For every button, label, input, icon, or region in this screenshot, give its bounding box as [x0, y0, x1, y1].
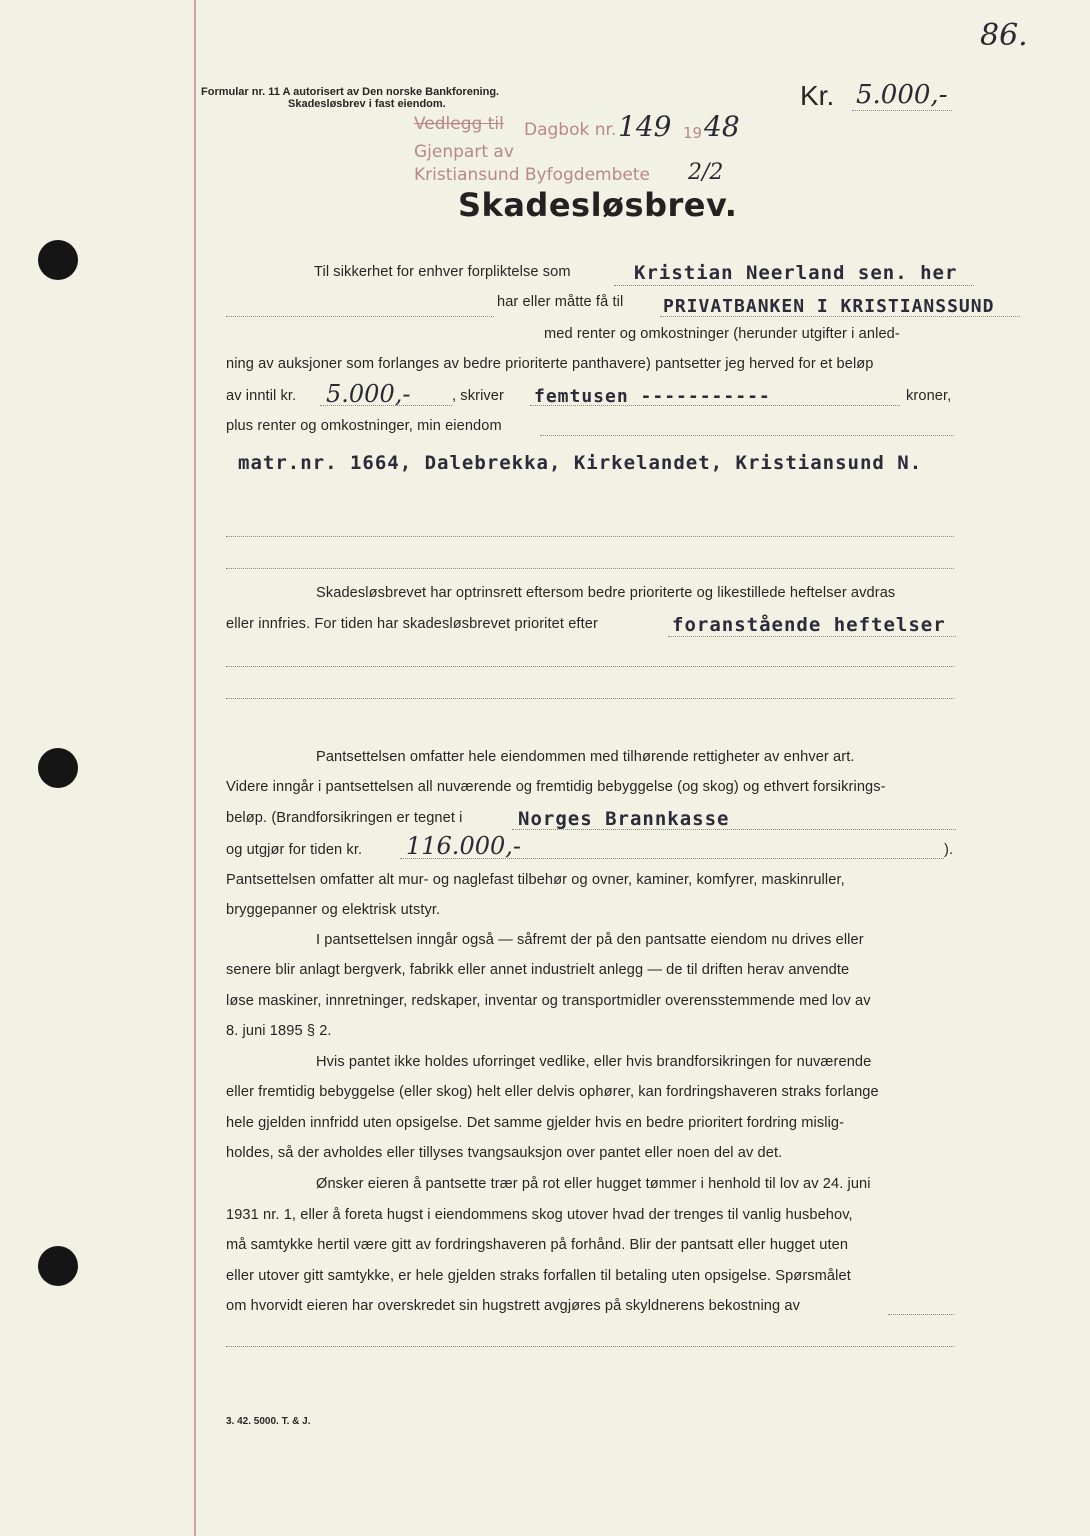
intro-line-6: plus renter og omkostninger, min eiendom [226, 418, 502, 434]
intro-line-3: med renter og omkostninger (herunder utgifter i anled- [544, 326, 900, 342]
insured-amount: 116.000,- [406, 832, 521, 860]
timber-line-5: om hvorvidt eieren har overskredet sin hugstrett avgjøres på skyldnerens bekostning av [226, 1298, 800, 1314]
scope-line-6: bryggepanner og elektrisk utstyr. [226, 902, 441, 918]
scope-line-1: Pantsettelsen omfatter hele eiendommen med tilhørende rettigheter av enhver art. [316, 749, 855, 765]
stamp-dagbok-number: 149 [618, 110, 672, 143]
timber-line-4: eller utover gitt samtykke, er hele gjelden straks forfallen til betaling uten opsigelse. Spørsmålet [226, 1268, 851, 1284]
industry-line-2: senere blir anlagt bergverk, fabrikk eller annet industrielt anlegg — de til driften herav anvendte [226, 962, 850, 978]
form-line-1: Formular nr. 11 A autorisert av Den norske Bankforening. [201, 86, 500, 98]
industry-line-1: I pantsettelsen inngår også — såfremt der på den pantsatte eiendom nu drives eller [316, 932, 864, 948]
timber-line-2: 1931 nr. 1, eller å foreta hugst i eiendommens skog utover hvad der trenges til vanlig husbehov, [226, 1207, 853, 1223]
stamp-byfogdembete: Kristiansund Byfogdembete [414, 165, 650, 185]
binder-hole-top [38, 240, 78, 280]
industry-line-4: 8. juni 1895 § 2. [226, 1023, 332, 1039]
scope-line-4-label: og utgjør for tiden kr. [226, 842, 363, 858]
timber-line-3: må samtykke hertil være gitt av fordringshaveren på forhånd. Blir der pantsatt eller hugget uten [226, 1237, 849, 1253]
maintenance-line-1: Hvis pantet ikke holdes uforringet vedlike, eller hvis brandforsikringen for nuværende [316, 1054, 872, 1070]
red-margin-line [194, 0, 196, 1536]
insurer-name: Norges Brannkasse [518, 808, 730, 830]
priority-value: foranstående heftelser [672, 614, 946, 636]
timber-line-1: Ønsker eieren å pantsette trær på rot eller hugget tømmer i henhold til lov av 24. juni [316, 1176, 871, 1192]
maintenance-line-2: eller fremtidig bebyggelse (eller skog) helt eller delvis ophører, kan fordringshaveren straks forlange [226, 1084, 879, 1100]
maintenance-line-3: hele gjelden innfridd uten opsigelse. Det samme gjelder hvis en bedre prioritert fordring mislig- [226, 1115, 845, 1131]
property-description: matr.nr. 1664, Dalebrekka, Kirkelandet, Kristiansund N. [238, 452, 923, 474]
priority-line-2-label: eller innfries. For tiden har skadesløsbrevet prioritet efter [226, 616, 598, 632]
scope-line-2: Videre inngår i pantsettelsen all nuværende og fremtidig bebyggelse (og skog) og ethvert forsikrings- [226, 779, 886, 795]
industry-line-3: løse maskiner, innretninger, redskaper, inventar og transportmidler overensstemmende med lov av [226, 993, 871, 1009]
stamp-year-prefix: 19 [683, 124, 703, 142]
maintenance-line-4: holdes, så der avholdes eller tillyses tvangsauksjon over pantet eller noen del av det. [226, 1145, 783, 1161]
print-code: 3. 42. 5000. T. & J. [226, 1416, 311, 1427]
stamp-dagbok-label: Dagbok nr. [524, 120, 617, 140]
document-title: Skadesløsbrev. [458, 186, 738, 224]
stamp-gjenpart: Gjenpart av [414, 142, 514, 162]
form-line-2: Skadesløsbrev i fast eiendom. [288, 98, 446, 110]
creditor-name: PRIVATBANKEN I KRISTIANSSUND [663, 296, 995, 317]
binder-hole-middle [38, 748, 78, 788]
scope-line-5: Pantsettelsen omfatter alt mur- og naglefast tilbehør og ovner, kaminer, komfyrer, maskinruller, [226, 872, 845, 888]
stamp-year-suffix: 48 [704, 110, 740, 143]
binder-hole-bottom [38, 1246, 78, 1286]
page-number: 86. [980, 18, 1028, 53]
scope-line-3-label: beløp. (Brandforsikringen er tegnet i [226, 810, 463, 826]
stamp-date: 2/2 [688, 160, 724, 185]
intro-line-2-label: har eller måtte få til [497, 294, 624, 310]
amount-in-words: femtusen ----------- [534, 386, 771, 407]
loan-amount: 5.000,- [326, 380, 411, 408]
skriver-label: , skriver [452, 388, 504, 404]
intro-line-1-label: Til sikkerhet for enhver forpliktelse som [314, 264, 571, 280]
intro-line-4: ning av auksjoner som forlanges av bedre prioriterte panthavere) pantsetter jeg herved for et beløp [226, 356, 874, 372]
priority-line-1: Skadesløsbrevet har optrinsrett eftersom bedre prioriterte og likestillede heftelser avdras [316, 585, 896, 601]
kroner-label: kroner, [906, 388, 952, 404]
kr-label: Kr. [800, 80, 835, 111]
intro-line-5-label: av inntil kr. [226, 388, 297, 404]
kr-amount: 5.000,- [856, 80, 948, 110]
scope-line-4-end: ). [944, 842, 954, 858]
debtor-name: Kristian Neerland sen. her [634, 262, 958, 284]
stamp-vedlegg: Vedlegg til [414, 114, 504, 134]
